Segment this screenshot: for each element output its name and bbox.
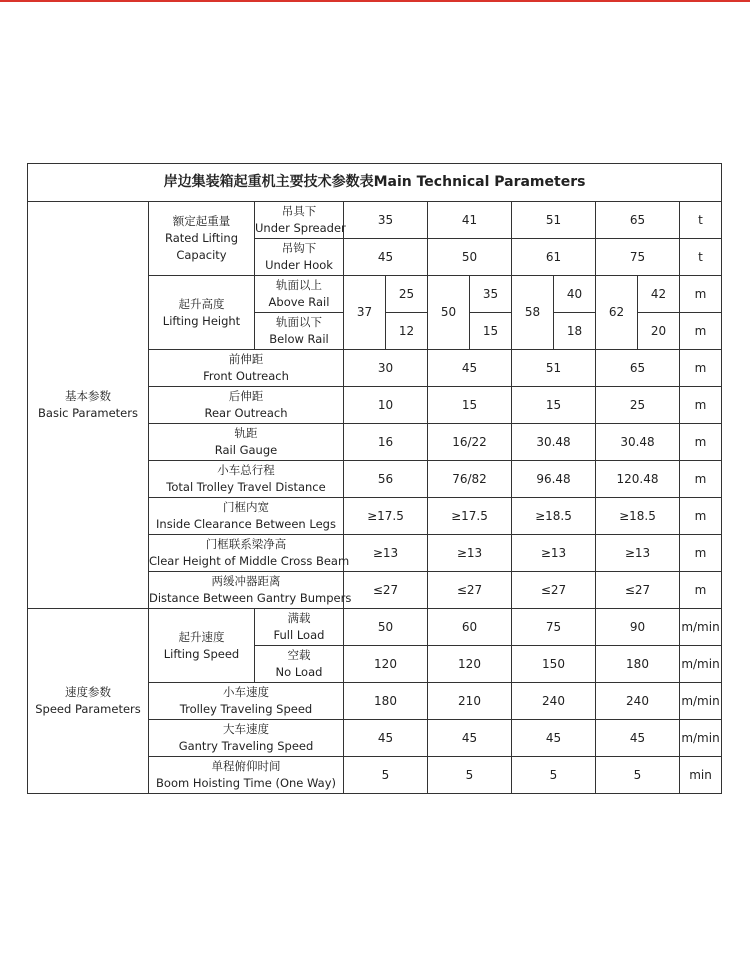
param-total-trolley-travel: [149, 461, 344, 498]
param-gantry-traveling-speed: [149, 720, 344, 757]
unit-cell: m/min: [680, 646, 722, 683]
sub-param-no-load: [255, 646, 344, 683]
table-row: [28, 202, 722, 239]
value-cell: ≥13: [428, 535, 512, 572]
param-label-en: Gantry Traveling Speed: [178, 739, 314, 753]
value-cell: ≥18.5: [596, 498, 680, 535]
param-label-en: Inside Clearance Between Legs: [156, 517, 336, 531]
sub-label-cn: 满载: [287, 611, 311, 625]
total-height-cell: 50: [428, 276, 470, 350]
unit-cell: m/min: [680, 683, 722, 720]
value-cell: 15: [512, 387, 596, 424]
param-label-cn: 后伸距: [228, 389, 264, 403]
value-cell: 96.48: [512, 461, 596, 498]
table-row: [28, 609, 722, 646]
unit-cell: m: [680, 387, 722, 424]
param-label-cn: 小车总行程: [217, 463, 275, 477]
param-gantry-bumper-distance: [149, 572, 352, 609]
param-label-cn: 前伸距: [228, 352, 264, 366]
value-cell: 45: [596, 720, 680, 757]
value-cell: 150: [512, 646, 596, 683]
value-cell: 180: [344, 683, 428, 720]
section-speed-parameters: [28, 609, 149, 794]
param-label-cn: 大车速度: [223, 722, 269, 736]
main-technical-parameters-table: [27, 163, 722, 794]
param-label-en: Lifting Height: [162, 313, 241, 328]
value-cell: 16/22: [428, 424, 512, 461]
param-label-en: Total Trolley Travel Distance: [166, 480, 326, 494]
param-label-cn: 起升速度: [178, 629, 225, 644]
section-label-cn: 速度参数: [65, 685, 111, 699]
value-cell: 15: [470, 313, 512, 350]
value-cell: 16: [344, 424, 428, 461]
section-basic-parameters: [28, 202, 149, 609]
param-label-en: Lifting Speed: [163, 646, 240, 661]
value-cell: ≤27: [512, 572, 596, 609]
value-cell: ≤27: [344, 572, 428, 609]
unit-cell: m: [680, 535, 722, 572]
param-label-en: Rail Gauge: [214, 443, 278, 457]
value-cell: 120: [344, 646, 428, 683]
value-cell: 25: [596, 387, 680, 424]
value-cell: ≥18.5: [512, 498, 596, 535]
param-label-en: Boom Hoisting Time (One Way): [156, 776, 336, 790]
value-cell: 120.48: [596, 461, 680, 498]
sub-param-above-rail: [255, 276, 344, 313]
value-cell: 30: [344, 350, 428, 387]
total-height-cell: 62: [596, 276, 638, 350]
value-cell: 30.48: [596, 424, 680, 461]
value-cell: 15: [428, 387, 512, 424]
value-cell: 56: [344, 461, 428, 498]
sub-label-en: No Load: [275, 665, 323, 679]
sub-param-under-spreader: [255, 202, 344, 239]
value-cell: ≥13: [512, 535, 596, 572]
section-label-en: Basic Parameters: [38, 406, 138, 420]
value-cell: 5: [344, 757, 428, 794]
value-cell: 50: [344, 609, 428, 646]
sub-label-en: Above Rail: [268, 295, 330, 309]
value-cell: 51: [512, 350, 596, 387]
sub-label-cn: 轨面以上: [276, 278, 322, 292]
param-label-en: Capacity: [176, 248, 227, 262]
value-cell: ≤27: [596, 572, 680, 609]
section-label-en: Speed Parameters: [35, 702, 141, 716]
param-boom-hoisting-time: [149, 757, 344, 794]
unit-cell: m: [680, 313, 722, 350]
param-label-en: Trolley Traveling Speed: [179, 702, 313, 716]
param-label-cn: 门框内宽: [223, 500, 269, 514]
sub-label-en: Under Hook: [265, 258, 333, 272]
param-label-cn: 额定起重量: [172, 214, 231, 228]
unit-cell: m: [680, 276, 722, 313]
value-cell: 180: [596, 646, 680, 683]
value-cell: 45: [344, 239, 428, 276]
value-cell: 5: [596, 757, 680, 794]
value-cell: ≥13: [596, 535, 680, 572]
total-height-cell: 58: [512, 276, 554, 350]
value-cell: 61: [512, 239, 596, 276]
param-rail-gauge: [149, 424, 344, 461]
value-cell: 41: [428, 202, 512, 239]
param-label-en: Clear Height of Middle Cross Beam: [149, 554, 350, 568]
value-cell: 12: [386, 313, 428, 350]
value-cell: 90: [596, 609, 680, 646]
value-cell: 75: [596, 239, 680, 276]
param-rated-lifting-capacity: [149, 202, 255, 276]
table-title: 岸边集装箱起重机主要技术参数表Main Technical Parameters: [28, 164, 722, 202]
param-trolley-traveling-speed: [149, 683, 344, 720]
value-cell: 120: [428, 646, 512, 683]
unit-cell: m: [680, 461, 722, 498]
sub-label-cn: 轨面以下: [276, 315, 322, 329]
value-cell: 240: [596, 683, 680, 720]
unit-cell: t: [680, 239, 722, 276]
value-cell: 35: [344, 202, 428, 239]
unit-cell: m: [680, 498, 722, 535]
unit-cell: m/min: [680, 720, 722, 757]
param-front-outreach: [149, 350, 344, 387]
param-inside-clearance: [149, 498, 344, 535]
value-cell: ≥17.5: [344, 498, 428, 535]
value-cell: 50: [428, 239, 512, 276]
param-label-en: Rated Lifting: [164, 231, 239, 245]
sub-label-en: Below Rail: [269, 332, 329, 346]
sub-param-under-hook: [255, 239, 344, 276]
sub-param-below-rail: [255, 313, 344, 350]
value-cell: 65: [596, 202, 680, 239]
value-cell: 10: [344, 387, 428, 424]
value-cell: ≥17.5: [428, 498, 512, 535]
param-label-cn: 起升高度: [178, 296, 225, 311]
unit-cell: m/min: [680, 609, 722, 646]
total-height-cell: 37: [344, 276, 386, 350]
value-cell: 45: [428, 720, 512, 757]
value-cell: 42: [638, 276, 680, 313]
value-cell: 210: [428, 683, 512, 720]
unit-cell: min: [680, 757, 722, 794]
value-cell: 60: [428, 609, 512, 646]
value-cell: 25: [386, 276, 428, 313]
sub-label-cn: 吊钩下: [281, 241, 317, 255]
value-cell: 5: [512, 757, 596, 794]
value-cell: 51: [512, 202, 596, 239]
unit-cell: t: [680, 202, 722, 239]
sub-label-cn: 吊具下: [281, 204, 317, 218]
param-label-en: Rear Outreach: [204, 406, 288, 420]
param-clear-height-cross-beam: [149, 535, 350, 572]
value-cell: 20: [638, 313, 680, 350]
param-label-cn: 小车速度: [223, 685, 269, 699]
param-label-en: Front Outreach: [203, 369, 289, 383]
value-cell: 40: [554, 276, 596, 313]
sub-param-full-load: [255, 609, 344, 646]
value-cell: 45: [512, 720, 596, 757]
value-cell: ≤27: [428, 572, 512, 609]
value-cell: 45: [344, 720, 428, 757]
param-label-cn: 单程俯仰时间: [211, 759, 281, 773]
section-label-cn: 基本参数: [65, 389, 111, 403]
param-lifting-speed: [149, 609, 255, 683]
value-cell: ≥13: [344, 535, 428, 572]
value-cell: 5: [428, 757, 512, 794]
param-label-cn: 轨距: [234, 426, 258, 440]
unit-cell: m: [680, 424, 722, 461]
sub-label-en: Full Load: [273, 628, 325, 642]
sub-label-en: Under Spreader: [255, 221, 346, 235]
sub-label-cn: 空载: [287, 648, 311, 662]
value-cell: 75: [512, 609, 596, 646]
value-cell: 76/82: [428, 461, 512, 498]
param-rear-outreach: [149, 387, 344, 424]
param-label-cn: 门框联系梁净高: [205, 537, 287, 551]
top-accent-line: [0, 0, 750, 2]
value-cell: 18: [554, 313, 596, 350]
unit-cell: m: [680, 350, 722, 387]
value-cell: 45: [428, 350, 512, 387]
unit-cell: m: [680, 572, 722, 609]
param-label-cn: 两缓冲器距离: [211, 574, 281, 588]
value-cell: 30.48: [512, 424, 596, 461]
param-lifting-height: [149, 276, 255, 350]
value-cell: 240: [512, 683, 596, 720]
value-cell: 35: [470, 276, 512, 313]
value-cell: 65: [596, 350, 680, 387]
param-label-en: Distance Between Gantry Bumpers: [149, 591, 352, 605]
